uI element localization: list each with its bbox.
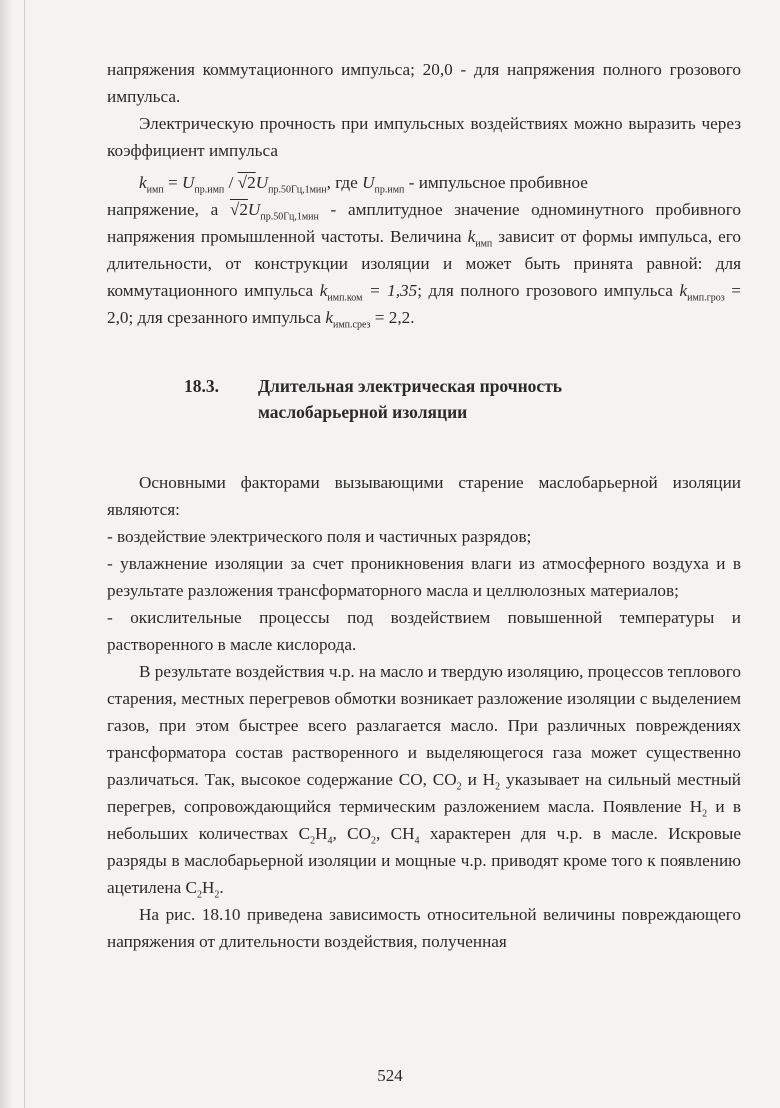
formula-desc: - импульсное пробивное (404, 173, 588, 192)
p3-u: U (247, 200, 261, 219)
p8-g: , CH (376, 824, 415, 843)
p8-s3: 2 (702, 808, 708, 820)
page-number: 524 (377, 1066, 403, 1085)
formula-k: k (139, 173, 147, 192)
page-binding-edge (0, 0, 14, 1108)
p3-k2-sub: имп.ком (327, 292, 363, 304)
formula-div: / (224, 173, 238, 192)
p3-v2: = 1,35 (362, 281, 418, 300)
paragraph-2: Электрическую прочность при импульсных воздействиях можно выразить через коэффициент импульса (107, 114, 741, 160)
p8-a: В результате воздействия ч.р. на масло и твердую изоляцию, процессов теплового старения, местных перегревов обмотки возникает разложение изоляции с выделением газов, при этом быстрее всего разлагается масло. При различных повреждениях трансформатора состав растворенного и выделяющегося газа может существенно различаться. Так, высокое содержание CO, CO (107, 662, 741, 789)
p8-e: H (315, 824, 328, 843)
p3-k3-sub: имп.гроз (687, 292, 725, 304)
p8-i: H (201, 878, 215, 897)
p8-s4: 2 (310, 835, 316, 847)
impulse-coefficient-formula (107, 169, 741, 196)
p3-v4: = 2,2. (370, 308, 415, 327)
list-item-3: - окислительные процессы под воздействием повышенной температуры и растворенного в масле кислорода. (107, 608, 741, 654)
formula-eq: = (163, 173, 182, 192)
paragraph-4: Основными факторами вызывающими старение маслобарьерной изоляции являются: (107, 473, 741, 519)
section-number: 18.3. (184, 376, 219, 396)
formula-u1: U (181, 173, 195, 192)
paragraph-3 (107, 196, 741, 331)
p8-j: . (219, 878, 224, 897)
page-content (107, 56, 741, 955)
list-item-1: - воздействие электрического поля и частичных разрядов; (107, 527, 532, 546)
p3-sqrt2: √2 (229, 200, 248, 219)
p3-k2: k (319, 281, 328, 300)
p3-rest: зависит от формы импульса, его длительности, от конструкции изоляции и может быть принята равной: для коммутационного импульса (107, 227, 741, 300)
formula-sqrt2: √2 (237, 173, 256, 192)
p8-h: характерен для ч.р. в масле. Искровые разряды в маслобарьерной изоляции и мощные ч.р. приводят кроме того к появлению ацетилена C (107, 824, 741, 897)
list-item-2: - увлажнение изоляции за счет проникновения влаги из атмосферного воздуха и в результате разложения трансформаторного масла и целлюлозных материалов; (107, 554, 741, 600)
p8-s2: 2 (495, 781, 501, 793)
section-heading (107, 373, 741, 425)
p8-c: указывает на сильный местный перегрев, сопровождающийся термическим разложением масла. Появление H (107, 770, 741, 816)
p8-s5: 4 (327, 835, 333, 847)
p8-s9: 2 (214, 889, 220, 901)
p8-s6: 2 (371, 835, 377, 847)
formula-u3-sub: пр.имп (374, 184, 405, 196)
p3-t3: ; для срезанного импульса (128, 308, 326, 327)
p3-k-sub: имп (475, 238, 493, 250)
paragraph-9: На рис. 18.10 приведена зависимость относительной величины повреждающего напряжения от длительности воздействия, полученная (107, 905, 741, 951)
p3-k4-sub: имп.срез (333, 319, 371, 331)
p3-start: напряжение, а (107, 200, 230, 219)
p3-t2: ; для полного грозового импульса (417, 281, 680, 300)
p8-s8: 2 (196, 889, 202, 901)
p3-k: k (467, 227, 476, 246)
formula-u1-sub: пр.имп (194, 184, 225, 196)
p3-k3: k (679, 281, 688, 300)
formula-u3: U (362, 173, 375, 192)
formula-u2: U (255, 173, 269, 192)
p3-u-sub: пр.50Гц,1мин (260, 211, 319, 223)
p8-b: и H (461, 770, 496, 789)
p3-mid: - амплитудное значение одноминутного пробивного напряжения промышленной частоты. Величина (107, 200, 741, 246)
page-binding-line (24, 0, 25, 1108)
p8-f: , CO (332, 824, 372, 843)
formula-where: , где (326, 173, 363, 192)
paragraph-8 (107, 658, 741, 901)
p8-d: и в небольших количествах C (107, 797, 741, 843)
p3-k4: k (325, 308, 333, 327)
p8-s1: 2 (456, 781, 462, 793)
formula-u2-sub: пр.50Гц,1мин (268, 184, 327, 196)
section-title: Длительная электрическая прочность маслобарьерной изоляции (258, 376, 563, 422)
formula-k-sub: имп (146, 184, 164, 196)
paragraph-1: напряжения коммутационного импульса; 20,0 - для напряжения полного грозового импульса. (107, 60, 741, 106)
p8-s7: 4 (414, 835, 420, 847)
p3-v3: = 2,0 (107, 281, 741, 327)
